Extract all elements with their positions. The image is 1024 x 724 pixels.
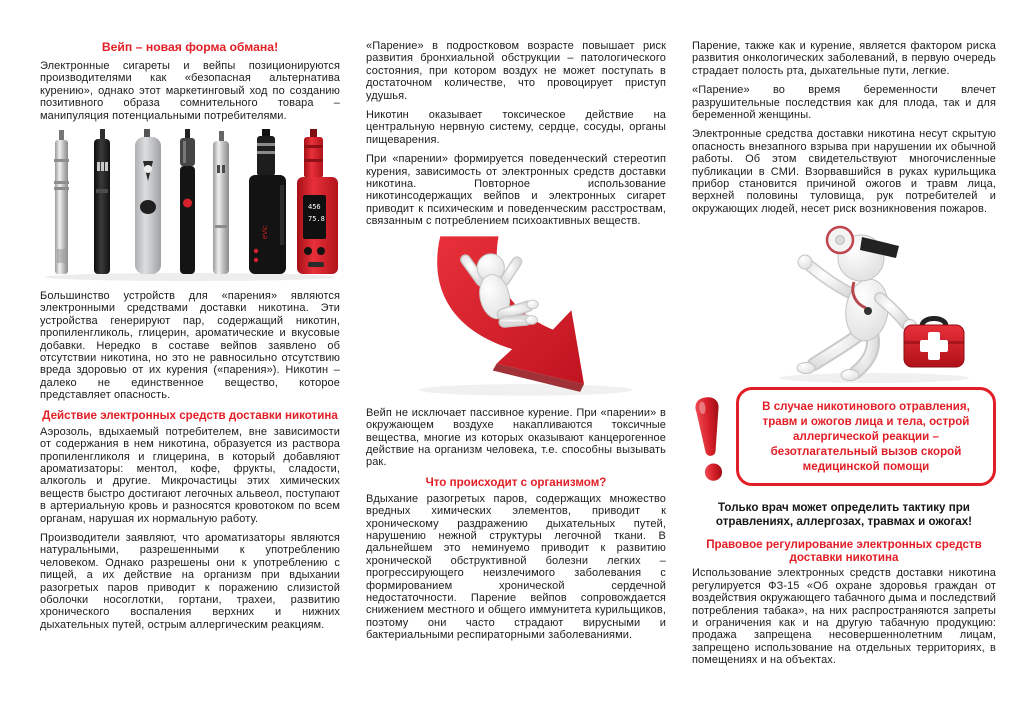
teen-risk-paragraph: «Парение» в подростковом возрасте повышает риск развития бронхиальной обструкции – патологического состояния, при котором воздух не может поступать в достаточном количестве, что провоцирует приступ удушья. [366, 40, 666, 102]
flavorings-paragraph: Производители заявляют, что ароматизаторы являются натуральными, разрешенными к употреблению человеком. Однако разрешены они к употреблению с пищей, а их действие на организм при вдыхании разогретых паров приводит к поражению слизистой оболочки носоглотки, гортани, трахеи, развитию хронического воспаления верхних и нижних дыхательных путей, острым аллергическим реакциям. [40, 531, 340, 631]
column-right [692, 40, 996, 704]
passive-smoking-paragraph: Вейп не исключает пассивное курение. При «парении» в окружающем воздухе накапливаются токсичные вещества, многие из которых оказывают канцерогенное действие на организм человека, т.е. способны вызывать рак. [366, 406, 666, 469]
mod-screen-watts: 456 [308, 203, 321, 212]
svg-text:eVic: eVic [262, 225, 269, 240]
explosion-paragraph: Электронные средства доставки никотина несут скрытую опасность внезапного взрыва при нарушении их обычной работы. Об этом свидетельствуют многочисленные публикации в СМИ. Взорвавшийся в руках курильщика прибор становится причиной ожогов и травм лица, верхней половины туловища, рук потребителей и окружающих людей, несет риск возникновения пожаров. [692, 128, 996, 215]
column-middle [366, 40, 666, 704]
legal-heading-line1: Правовое регулирование электронных средств [706, 538, 982, 552]
device-black-pen [94, 129, 110, 274]
pregnancy-paragraph: «Парение» во время беременности влечет разрушительные последствия как для плода, так и для беременной женщины. [692, 84, 996, 122]
emergency-alert [692, 387, 996, 493]
intro-paragraph: Электронные сигареты и вейпы позиционируются производителями как «безопасная альтернатива курению», однако этот маркетинговый ход по созданию позитивного образа сомнительного товара – манипуляция потенциальными потребителями. [40, 60, 340, 122]
mod-screen-volts: 75.8 [308, 215, 325, 224]
copd-paragraph: Вдыхание разогретых паров, содержащих множество вредных химических элементов, приводит к хроническому раздражению дыхательных путей, нарушению нежной структуры легочной ткани. В дальнейшем это неминуемо приводит к развитию хронической обструктивной болезни легких – прогрессирующего неизлечимого заболевания с формированием хронической сердечной недостаточности. Парение вейпов сопровождается снижением местного и общего иммунитета курильщиков, поэтому они часто страдают вирусными и бактериальными респираторными заболеваниями. [366, 492, 666, 642]
section-heading-body-effects: Что происходит с организмом? [425, 475, 607, 489]
devices-paragraph: Большинство устройств для «парения» являются электронными средствами доставки никотина. Эти устройства генерируют пар, содержащий никотин, пропиленгликоль, глицерин, ароматические и вкусовые добавки. Нередко в составе вейпов заявлено об отсутствии никотина, но это не равносильно отсутствию вреда здоровью от их курения («парения»). Никотин – далеко не единственное вещество, которое представляет опасность. [40, 290, 340, 402]
nicotine-toxicity-paragraph: Никотин оказывает токсическое действие на центральную нервную систему, сердце, сосуды, органы пищеварения. [366, 109, 666, 146]
device-silver-pen [213, 131, 229, 274]
exclamation-icon [692, 389, 728, 493]
doctor-figure [797, 227, 917, 381]
falling-man-arrow-image [380, 235, 652, 403]
first-aid-kit [904, 319, 964, 368]
device-gray-aio [135, 129, 161, 274]
emergency-alert-box [736, 387, 996, 486]
legal-heading-line2: доставки никотина [789, 551, 899, 565]
section-heading-nicotine-effects: Действие электронных средств доставки никотина [42, 408, 338, 422]
brochure-title: Вейп – новая форма обмана! [101, 40, 279, 54]
device-chrome-pen [54, 130, 69, 274]
doctor-note: Только врач может определить тактику при отравлениях, аллергозах, травмах и ожогах! [715, 501, 973, 529]
oncology-paragraph: Парение, также как и курение, является фактором риска развития онкологических заболеваний, в первую очередь страдает полость рта, дыхательные пути, легкие. [692, 40, 996, 77]
behavior-paragraph: При «парении» формируется поведенческий стереотип курения, зависимость от электронных средств доставки никотина. Повторное использование никотинсодержащих вейпов и электронных сигарет приводит к психическим и поведенческим расстроствам, связанным с потреблением психоактивных веществ. [366, 153, 666, 228]
legal-paragraph: Использование электронных средств доставки никотина регулируется ФЗ-15 «Об охране здоровья граждан от воздействия окружающего табачного дыма и последствий потребления табака», на них распространяются запреты и ограничения как и на другую табачную продукцию: продажа запрещена несовершеннолетним лицам, запрещено использование на отдельных территориях, в помещениях и на объектах. [692, 567, 996, 667]
aerosol-paragraph: Аэрозоль, вдыхаемый потребителем, вне зависимости от содержания в нем никотина, образуется из раствора пропиленгликоля и глицерина, в который добавляют ароматизаторы: ментол, кофе, фрукты, сладости, алкоголь и другие. Микрочастицы этих химических веществ быстро достигают легочных альвеол, поступают в артериальную кровь и разносятся кровотоком по всем органам, нарушая их нормальную работу. [40, 425, 340, 525]
column-left [40, 40, 340, 704]
device-black-slim-pen [180, 129, 195, 274]
vape-devices-image [40, 129, 340, 281]
running-doctor-image [764, 222, 996, 385]
emergency-alert-text: В случае никотинового отравления, травм и ожогов лица и тела, острой аллергической реакции – безотлагательный вызов скорой медицинской помощи [762, 400, 970, 474]
section-heading-legal [692, 538, 996, 564]
